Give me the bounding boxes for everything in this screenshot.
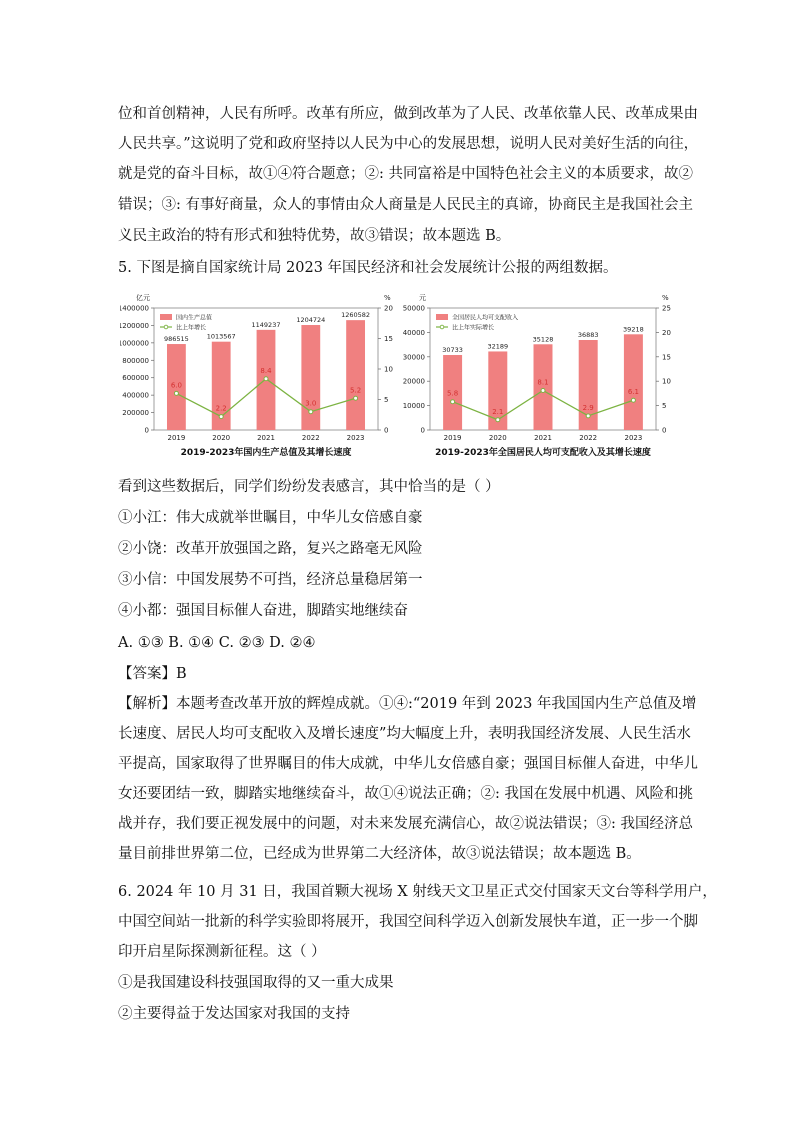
left-tick-label: 40000	[402, 328, 425, 337]
growth-value-label: 2.1	[492, 407, 504, 416]
left-tick-label: 400000	[122, 391, 149, 400]
text-line: 印开启星际探测新征程。这（ ）	[118, 944, 326, 960]
x-tick-label: 2023	[624, 434, 643, 442]
bar	[346, 320, 365, 430]
bar	[624, 334, 643, 430]
text-line: 【解析】本题考查改革开放的辉煌成就。①④:“2019 年到 2023 年我国国内生产总值及增	[118, 696, 697, 712]
chart-title: 2019-2023年全国居民人均可支配收入及其增长速度	[435, 448, 651, 458]
left-axis-unit: 元	[419, 294, 426, 302]
text-line: 5. 下图是摘自国家统计局 2023 年国民经济和社会发展统计公报的两组数据。	[118, 260, 618, 276]
legend-bar-label: 全国居民人均可支配收入	[452, 314, 519, 322]
growth-value-label: 5.2	[350, 386, 362, 395]
growth-value-label: 2.2	[215, 404, 227, 413]
growth-value-label: 5.8	[447, 389, 459, 398]
growth-point	[451, 400, 455, 404]
growth-value-label: 6.0	[170, 381, 182, 390]
left-tick-label: 50000	[402, 304, 425, 313]
text-line: ①小江：伟大成就举世瞩目，中华儿女倍感自豪	[118, 510, 423, 526]
growth-value-label: 3.0	[305, 399, 317, 408]
growth-value-label: 6.1	[627, 388, 639, 397]
bar-value-label: 986515	[163, 335, 189, 344]
chart-title: 2019-2023年国内生产总值及其增长速度	[180, 448, 352, 458]
bar-value-label: 1204724	[296, 316, 326, 325]
right-tick-label: 15	[662, 353, 671, 362]
right-tick-label: 20	[384, 304, 393, 313]
left-tick-label: 1000000	[120, 339, 149, 348]
bar-value-label: 1260582	[341, 311, 371, 320]
x-tick-label: 2023	[346, 434, 365, 442]
left-tick-label: 1400000	[120, 304, 149, 313]
text-line: 义民主政治的特有形式和独特优势，故③错误；故本题选 B。	[118, 228, 511, 244]
legend-bar-label: 国内生产总值	[176, 314, 213, 322]
text-line: 看到这些数据后，同学们纷纷发表感言，其中恰当的是（ ）	[118, 479, 500, 495]
right-tick-label: 0	[384, 426, 389, 435]
right-tick-label: 0	[662, 426, 667, 435]
left-tick-label: 0	[144, 426, 149, 435]
income-chart	[400, 290, 685, 469]
gdp-chart	[120, 290, 400, 469]
x-tick-label: 2022	[579, 434, 598, 442]
text-line: 人民共享。”这说明了党和政府坚持以人民为中心的发展思想，说明人民对美好生活的向往，	[118, 136, 699, 152]
growth-point	[264, 377, 268, 381]
legend-bar-swatch	[160, 314, 172, 320]
text-line: 长速度、居民人均可支配收入及增长速度”均大幅度上升，表明我国经济发展、人民生活水	[118, 726, 691, 742]
text-line: 位和首创精神，人民有所呼。改革有所应，做到改革为了人民、改革依靠人民、改革成果由	[118, 106, 698, 122]
x-tick-label: 2019	[167, 434, 186, 442]
left-tick-label: 600000	[122, 374, 149, 383]
x-tick-label: 2022	[301, 434, 320, 442]
text-line: ③小信：中国发展势不可挡，经济总量稳居第一	[118, 572, 423, 588]
right-tick-label: 5	[662, 402, 667, 411]
income-chart-svg	[400, 290, 685, 465]
text-line: 【答案】B	[118, 666, 187, 682]
x-tick-label: 2021	[534, 434, 552, 442]
bar-value-label: 36883	[577, 331, 599, 340]
bar-value-label: 1013567	[206, 332, 236, 341]
legend-line-label: 比上年实际增长	[452, 324, 495, 332]
text-line: 6. 2024 年 10 月 31 日，我国首颗大视场 X 射线天文卫星正式交付国家天文台等科学用户，	[118, 884, 717, 900]
left-tick-label: 30000	[402, 353, 425, 362]
growth-value-label: 8.4	[260, 366, 272, 375]
growth-point	[309, 410, 313, 414]
growth-point	[631, 398, 635, 402]
left-tick-label: 1200000	[120, 321, 149, 330]
bar	[534, 344, 553, 430]
legend-line-marker	[164, 325, 168, 329]
right-axis-unit: %	[384, 294, 391, 302]
legend-line-label: 比上年增长	[176, 324, 207, 332]
right-tick-label: 10	[384, 365, 393, 374]
growth-point	[496, 418, 500, 422]
left-tick-label: 10000	[402, 402, 425, 411]
x-tick-label: 2020	[212, 434, 231, 442]
growth-point	[586, 414, 590, 418]
growth-point	[174, 391, 178, 395]
bar-value-label: 1149237	[251, 320, 281, 329]
text-line: 平提高，国家取得了世界瞩目的伟大成就，中华儿女倍感自豪；强国目标催人奋进，中华儿	[118, 756, 698, 772]
text-line: ①是我国建设科技强国取得的又一重大成果	[118, 975, 394, 991]
right-tick-label: 15	[384, 335, 393, 343]
right-axis-unit: %	[662, 294, 669, 302]
text-line: ②小饶：改革开放强国之路，复兴之路毫无风险	[118, 541, 423, 557]
growth-point	[219, 415, 223, 419]
growth-value-label: 8.1	[537, 378, 549, 387]
growth-point	[541, 388, 545, 392]
left-axis-unit: 亿元	[136, 294, 150, 302]
bar	[301, 325, 320, 430]
legend-line-marker	[440, 325, 444, 329]
left-tick-label: 800000	[122, 356, 149, 365]
right-tick-label: 25	[662, 304, 671, 313]
bar-value-label: 32189	[487, 342, 509, 351]
growth-point	[354, 396, 358, 400]
text-line: 女还要团结一致，脚踏实地继续奋斗，故①④说法正确；②: 我国在发展中机遇、风险和挑	[118, 786, 693, 802]
gdp-chart-svg	[120, 290, 400, 465]
text-line: 就是党的奋斗目标，故①④符合题意；②: 共同富裕是中国特色社会主义的本质要求，故②	[118, 166, 693, 182]
text-line: 错误；③: 有事好商量，众人的事情由众人商量是人民民主的真谛，协商民主是我国社会主	[118, 197, 693, 213]
bar-value-label: 30733	[442, 346, 463, 355]
text-line: ④小都：强国目标催人奋进，脚踏实地继续奋	[118, 603, 408, 619]
text-line: 量目前排世界第二位，已经成为世界第二大经济体，故③说法错误；故本题选 B。	[118, 846, 641, 862]
text-line: A. ①③ B. ①④ C. ②③ D. ②④	[118, 635, 316, 651]
right-tick-label: 10	[662, 377, 671, 386]
left-tick-label: 200000	[122, 409, 149, 418]
bar-value-label: 39218	[623, 325, 644, 334]
growth-value-label: 2.9	[582, 403, 594, 412]
text-line: 中国空间站一批新的科学实验即将展开，我国空间科学迈入创新发展快车道，正一步一个脚	[118, 914, 698, 930]
legend-bar-swatch	[436, 314, 448, 320]
right-tick-label: 20	[662, 328, 671, 337]
left-tick-label: 20000	[402, 377, 425, 386]
bar-value-label: 35128	[532, 335, 554, 344]
x-tick-label: 2020	[488, 434, 507, 442]
text-line: 战并存，我们要正视发展中的问题，对未来发展充满信心，故②说法错误；③: 我国经济总	[118, 816, 693, 832]
text-line: ②主要得益于发达国家对我国的支持	[118, 1006, 350, 1022]
x-tick-label: 2021	[257, 434, 275, 442]
left-tick-label: 0	[420, 426, 425, 435]
x-tick-label: 2019	[443, 434, 462, 442]
right-tick-label: 5	[384, 396, 389, 404]
